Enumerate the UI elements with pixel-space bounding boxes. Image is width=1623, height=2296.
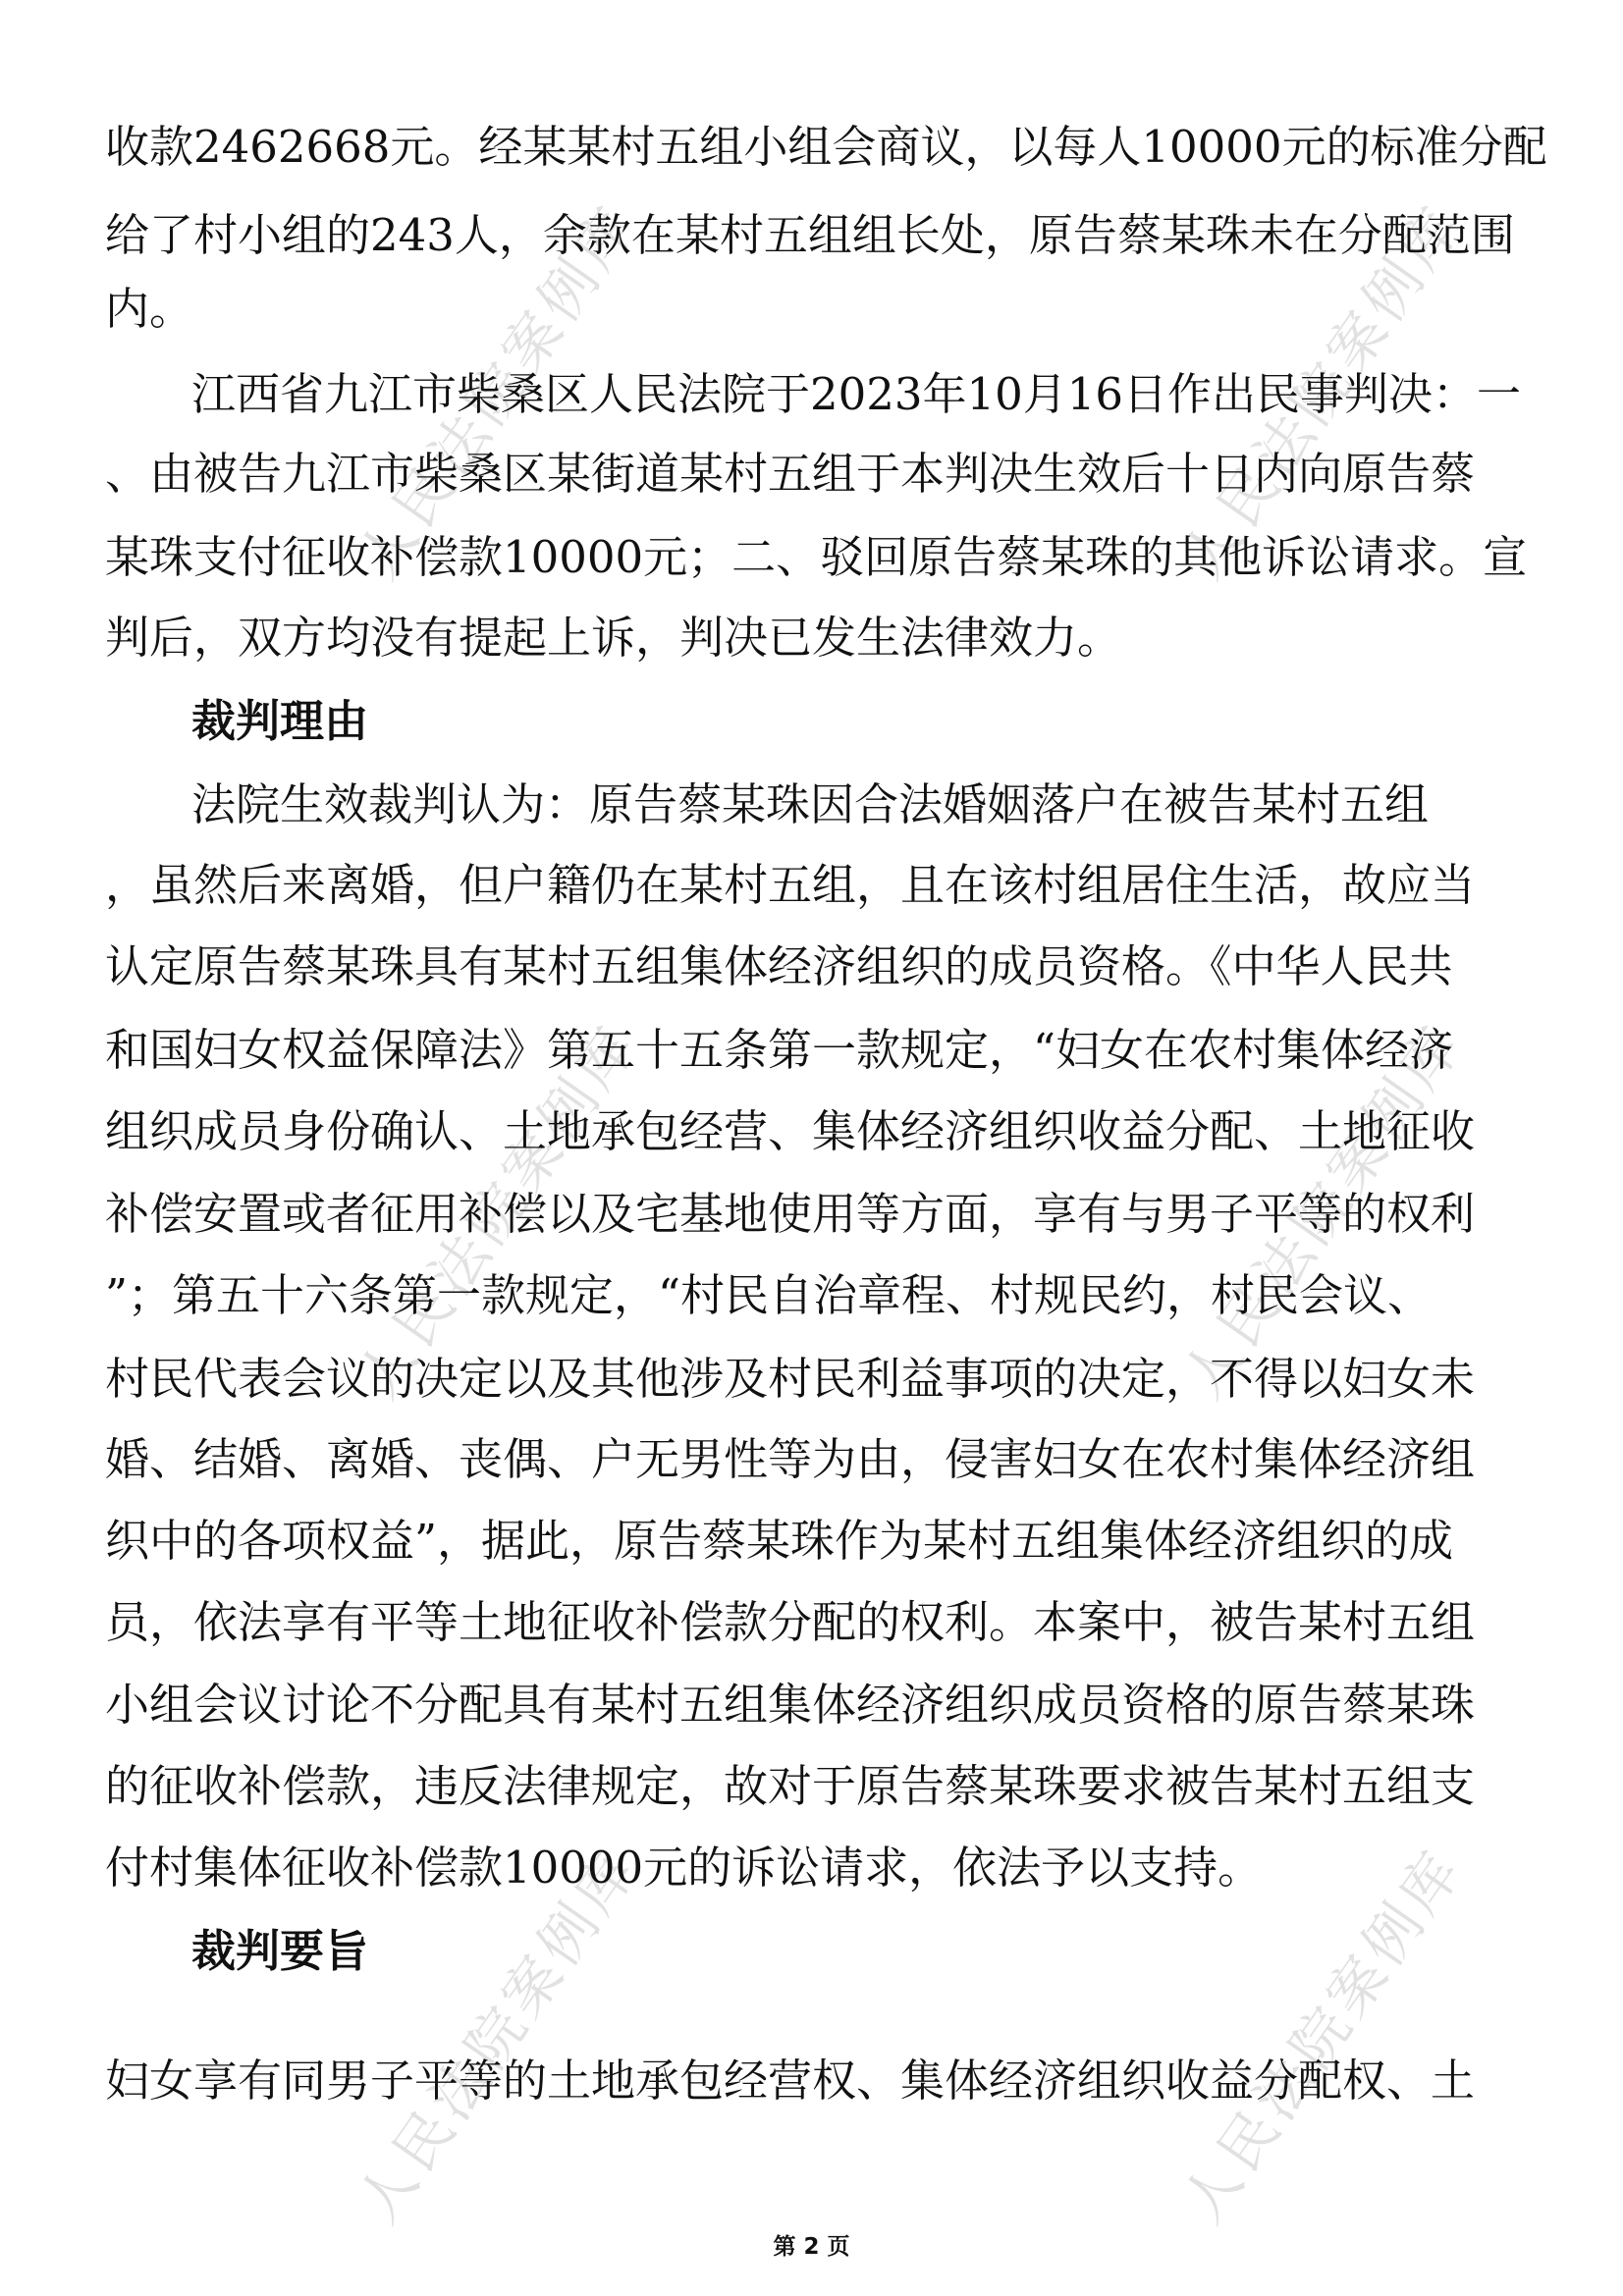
page-number: 第 2 页 [773, 2234, 850, 2260]
body-line: 小组会议讨论不分配具有某村五组集体经济组织成员资格的原告蔡某珠 [105, 1679, 1476, 1731]
body-line: 和国妇女权益保障法》第五十五条第一款规定，“妇女在农村集体经济 [105, 1024, 1454, 1076]
body-line: 江西省九江市柴桑区人民法院于2023年10月16日作出民事判决：一 [191, 368, 1522, 420]
body-line: 法院生效裁判认为：原告蔡某珠因合法婚姻落户在被告某村五组 [191, 778, 1430, 830]
body-line: ，虽然后来离婚，但户籍仍在某村五组，且在该村组居住生活，故应当 [105, 859, 1476, 911]
body-line: 组织成员身份确认、土地承包经营、集体经济组织收益分配、土地征收 [105, 1105, 1476, 1157]
body-line: 妇女享有同男子平等的土地承包经营权、集体经济组织收益分配权、土 [105, 2055, 1476, 2107]
watermark: 人民法院案例库 [1168, 1836, 1477, 2235]
section-heading-summary: 裁判要旨 [191, 1925, 369, 1977]
body-line: 、由被告九江市柴桑区某街道某村五组于本判决生效后十日内向原告蔡 [105, 448, 1476, 500]
body-line: 村民代表会议的决定以及其他涉及村民利益事项的决定，不得以妇女未 [105, 1353, 1476, 1405]
body-line: 员，依法享有平等土地征收补偿款分配的权利。本案中，被告某村五组 [105, 1596, 1476, 1648]
watermark: 人民法院案例库 [344, 1011, 652, 1411]
body-line: 认定原告蔡某珠具有某村五组集体经济组织的成员资格。《中华人民共 [105, 940, 1453, 992]
watermark: 人民法院案例库 [1168, 1011, 1477, 1411]
body-line: 某珠支付征收补偿款10000元；二、驳回原告蔡某珠的其他诉讼请求。宣 [105, 531, 1528, 583]
body-line: ”；第五十六条第一款规定，“村民自治章程、村规民约，村民会议、 [105, 1269, 1433, 1321]
body-line: 付村集体征收补偿款10000元的诉讼请求，依法予以支持。 [105, 1842, 1263, 1894]
watermark: 人民法院案例库 [344, 1836, 652, 2235]
body-line: 的征收补偿款，违反法律规定，故对于原告蔡某珠要求被告某村五组支 [105, 1760, 1476, 1812]
body-line: 判后，双方均没有提起上诉，判决已发生法律效力。 [105, 612, 1122, 664]
body-line: 给了村小组的243人，余款在某村五组组长处，原告蔡某珠未在分配范围 [105, 209, 1515, 261]
body-line: 补偿安置或者征用补偿以及宅基地使用等方面，享有与男子平等的权利 [105, 1188, 1476, 1240]
section-heading-reasons: 裁判理由 [191, 695, 369, 747]
watermark: 人民法院案例库 [344, 191, 652, 591]
body-line: 内。 [105, 283, 194, 335]
watermark: 人民法院案例库 [1168, 191, 1477, 591]
body-line: 织中的各项权益”，据此，原告蔡某珠作为某村五组集体经济组织的成 [105, 1515, 1454, 1567]
body-line: 收款2462668元。经某某村五组小组会商议，以每人10000元的标准分配 [105, 121, 1547, 173]
body-line: 婚、结婚、离婚、丧偶、户无男性等为由，侵害妇女在农村集体经济组 [105, 1433, 1476, 1485]
